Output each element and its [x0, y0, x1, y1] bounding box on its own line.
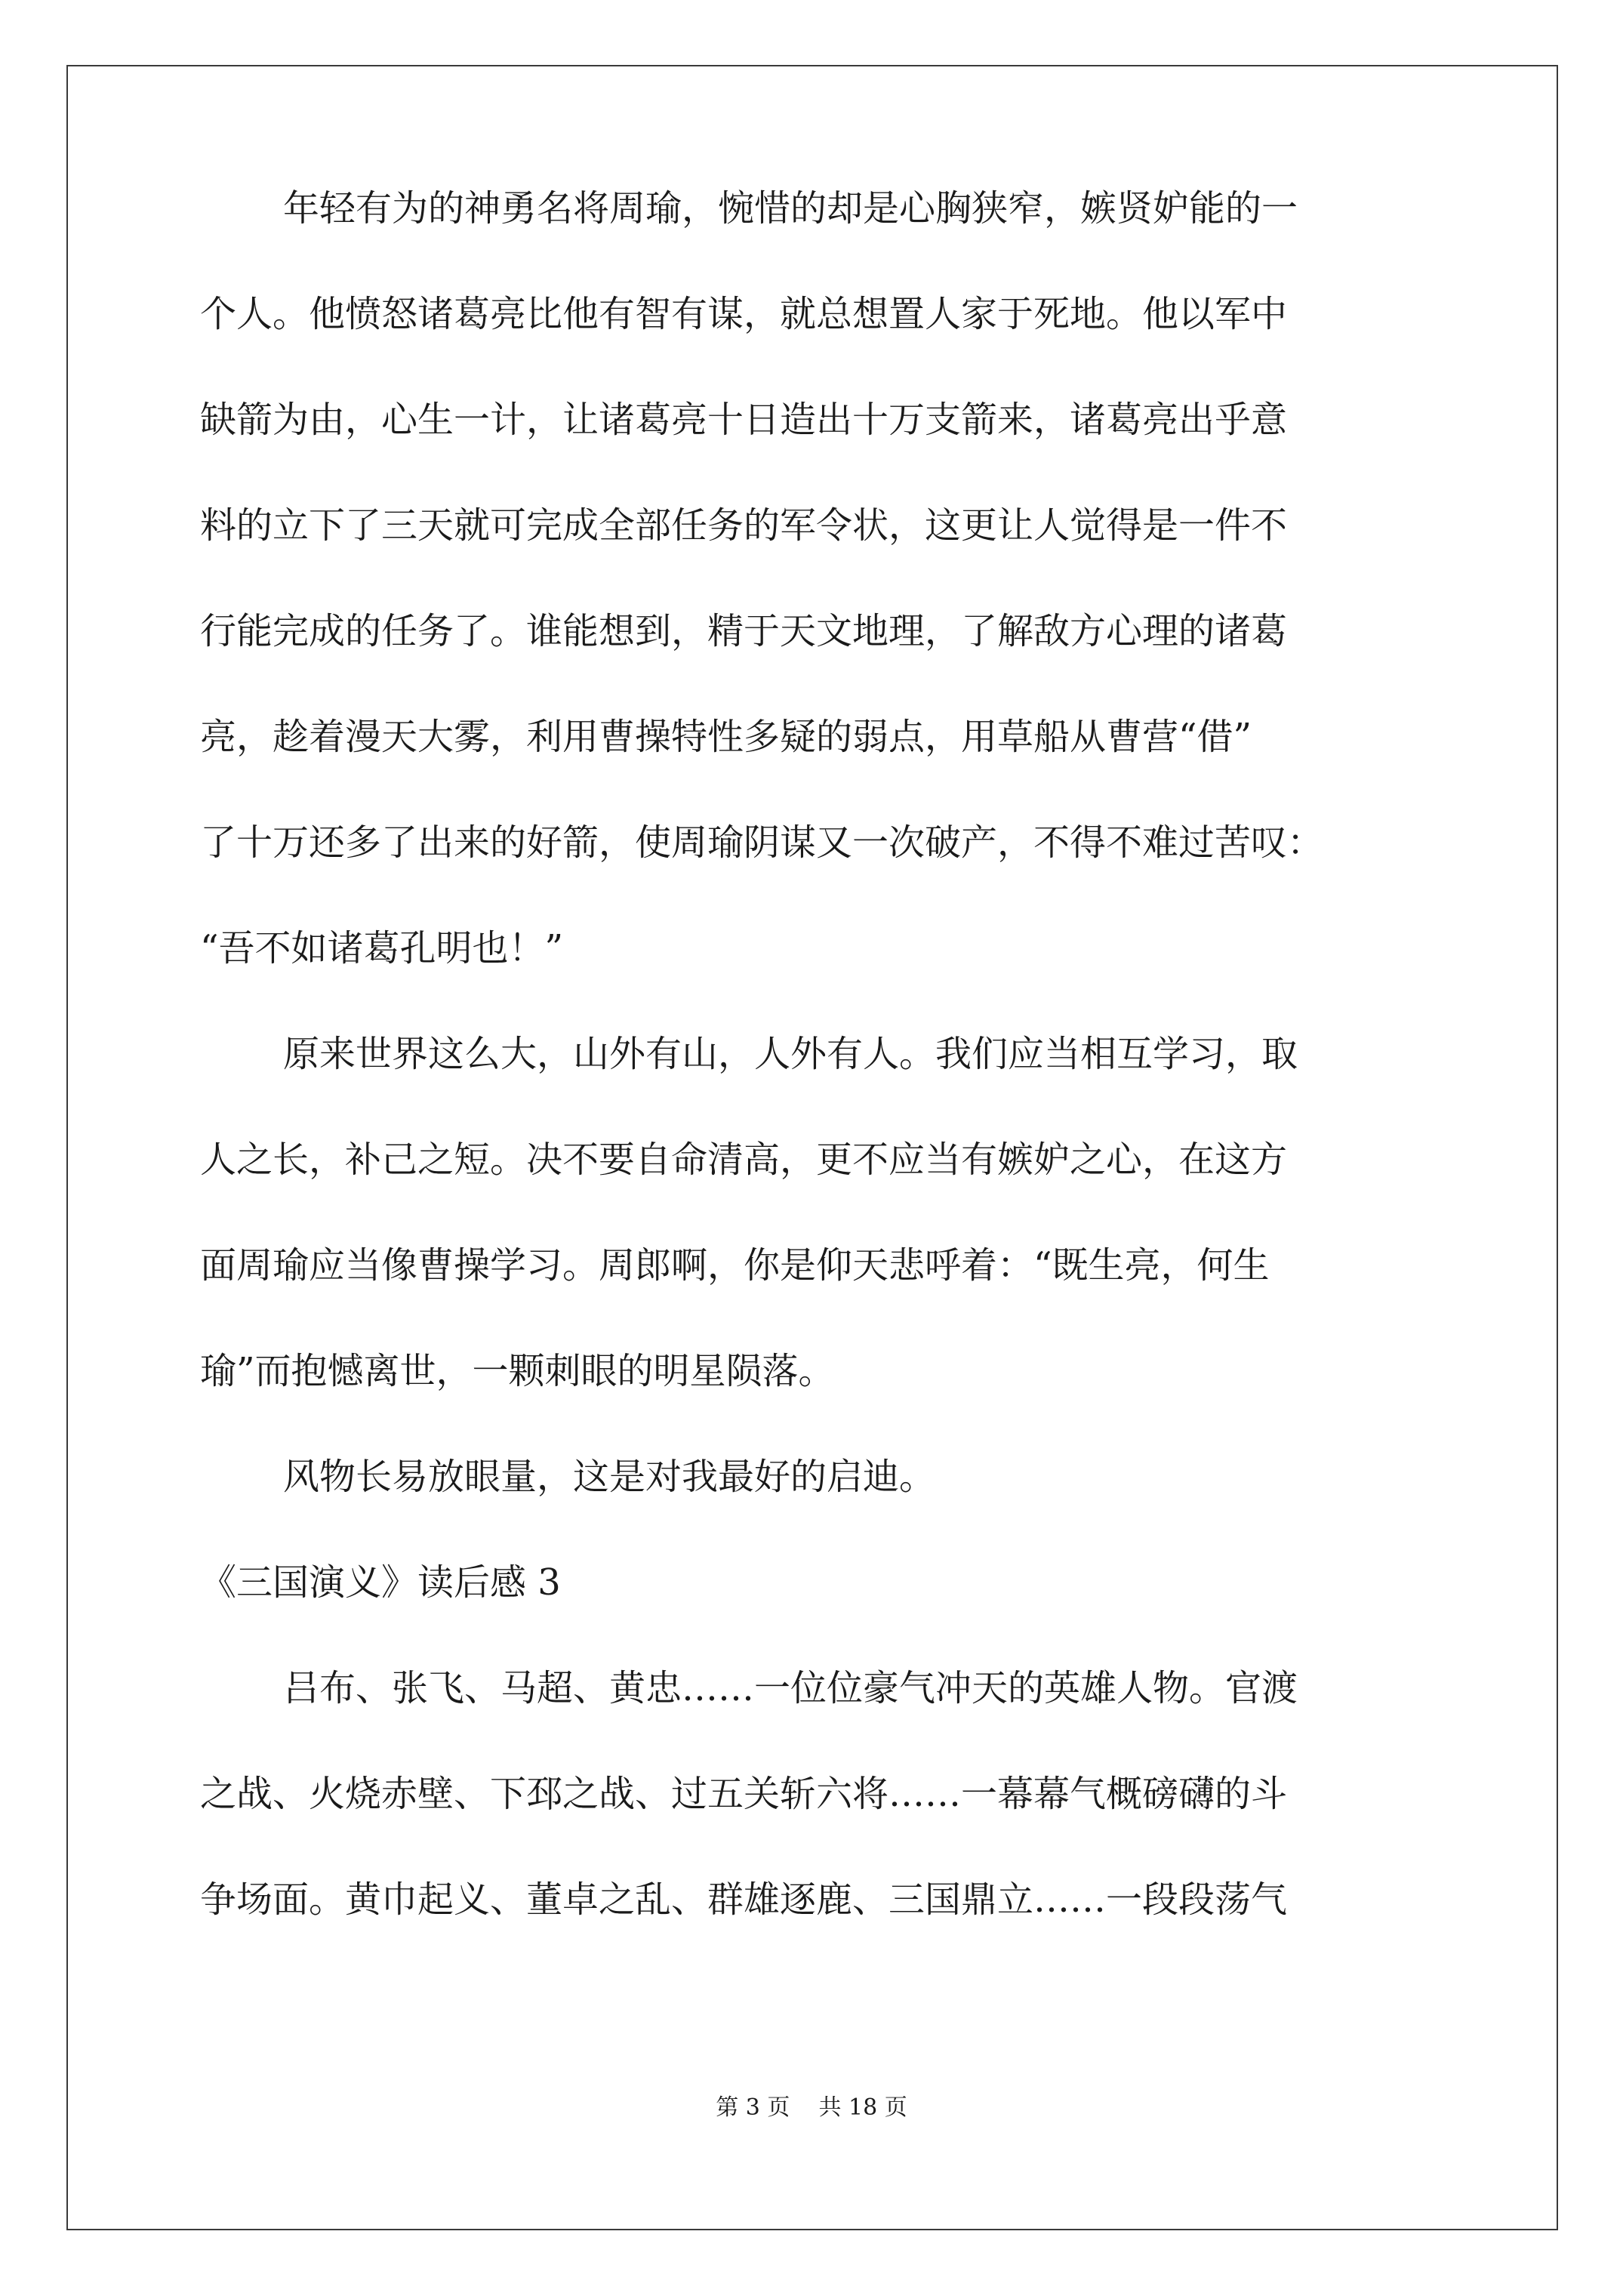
paragraph-line: 风物长易放眼量，这是对我最好的启迪。: [283, 1456, 936, 1498]
paragraph-line: 年轻有为的神勇名将周瑜，惋惜的却是心胸狭窄，嫉贤妒能的一: [283, 187, 1298, 230]
paragraph-line: 吕布、张飞、马超、黄忠……一位位豪气冲天的英雄人物。官渡: [283, 1667, 1298, 1709]
page-footer: 第 3 页 共 18 页: [716, 2094, 907, 2121]
paragraph-line: “吾不如诸葛孔明也！”: [200, 927, 564, 969]
paragraph-line: 行能完成的任务了。谁能想到，精于天文地理，了解敌方心理的诸葛: [200, 610, 1288, 652]
paragraph-line: 亮，趁着漫天大雾，利用曹操特性多疑的弱点，用草船从曹营“借”: [200, 716, 1252, 758]
paragraph-line: 缺箭为由，心生一计，让诸葛亮十日造出十万支箭来，诸葛亮出乎意: [200, 399, 1288, 441]
paragraph-line: 料的立下了三天就可完成全部任务的军令状，这更让人觉得是一件不: [200, 504, 1288, 547]
paragraph-line: 人之长，补己之短。决不要自命清高，更不应当有嫉妒之心，在这方: [200, 1139, 1288, 1181]
paragraph-line: 瑜”而抱憾离世，一颗刺眼的明星陨落。: [200, 1350, 835, 1392]
paragraph-line: 了十万还多了出来的好箭，使周瑜阴谋又一次破产，不得不难过苦叹：: [200, 821, 1324, 864]
paragraph-line: 个人。他愤怒诸葛亮比他有智有谋，就总想置人家于死地。他以军中: [200, 293, 1288, 335]
paragraph-line: 争场面。黄巾起义、董卓之乱、群雄逐鹿、三国鼎立……一段段荡气: [200, 1878, 1288, 1921]
paragraph-line: 面周瑜应当像曹操学习。周郎啊，你是仰天悲呼着：“既生亮，何生: [200, 1244, 1270, 1287]
paragraph-line: 之战、火烧赤壁、下邳之战、过五关斩六将……一幕幕气概磅礴的斗: [200, 1773, 1288, 1815]
section-title: 《三国演义》读后感 3: [200, 1561, 561, 1604]
paragraph-line: 原来世界这么大，山外有山，人外有人。我们应当相互学习，取: [283, 1033, 1298, 1075]
